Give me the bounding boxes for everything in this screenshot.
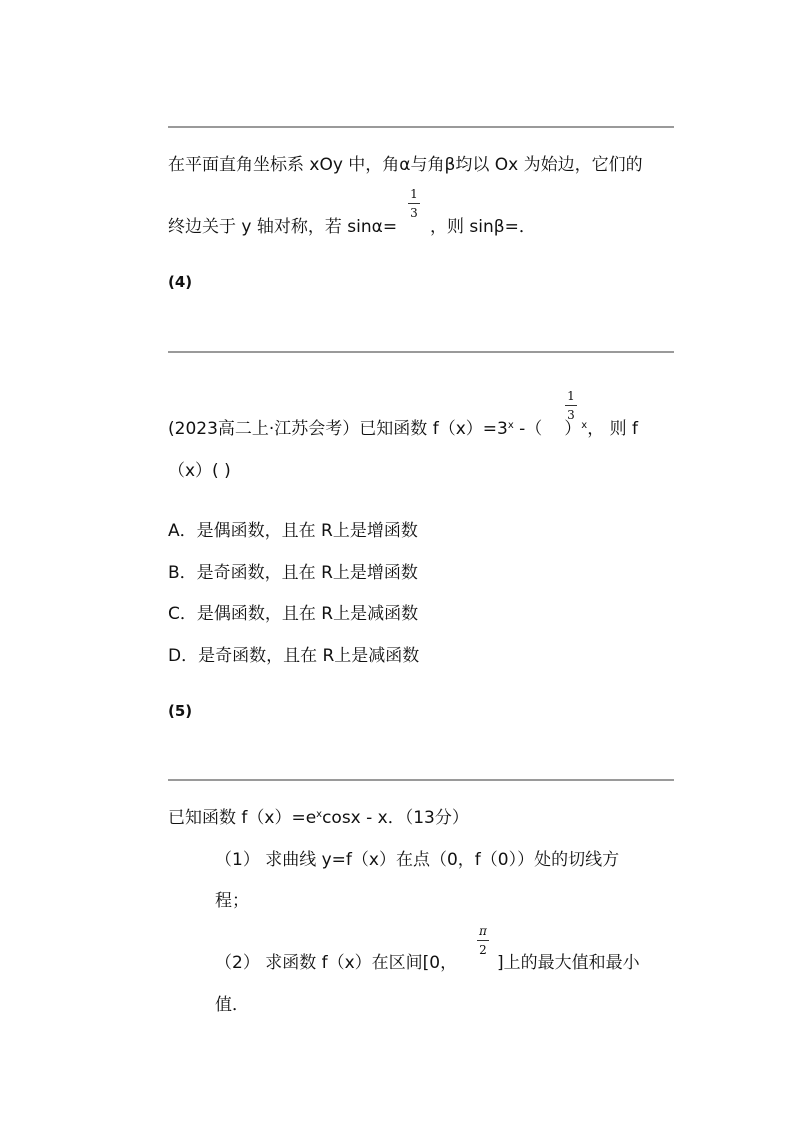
q4-fraction (407, 187, 421, 220)
divider-3 (168, 779, 674, 781)
q5-line1-pre: (2023高二上·江苏会考）已知函数 f（x）=3 (168, 419, 508, 439)
question-number-5: (5) (168, 702, 193, 720)
option-b[interactable]: B．是奇函数，且在 R上是增函数 (168, 563, 418, 583)
q6-exponent: x (316, 809, 323, 820)
q5-line1-end: ， 则 f (587, 419, 638, 439)
option-a[interactable]: A．是偶函数，且在 R上是增函数 (168, 521, 418, 541)
q4-line2-pre: 终边关于 y 轴对称，若 sinα= (168, 217, 398, 237)
q6-frac-num: π (479, 924, 487, 938)
q6-part2-pre: （2） 求函数 f（x）在区间[0， (215, 953, 458, 973)
q6-frac-bar (477, 940, 489, 941)
q6-stem-pre: 已知函数 f（x）=e (168, 808, 317, 828)
q6-stem (168, 803, 469, 828)
q5-exponent-1: x (507, 420, 514, 431)
divider-1 (168, 126, 674, 128)
q5-frac-bar (565, 405, 577, 406)
q5-fraction (564, 389, 578, 422)
option-d[interactable]: D．是奇函数，且在 R上是减函数 (168, 646, 420, 666)
divider-2 (168, 351, 674, 353)
q4-frac-den: 3 (410, 206, 418, 220)
q5-line1-mid: -（ (513, 419, 543, 439)
q4-line1: 在平面直角坐标系 xOy 中，角α与角β均以 Ox 为始边，它们的 (168, 155, 643, 175)
q5-frac-num: 1 (567, 389, 575, 403)
q6-fraction (476, 924, 490, 957)
q6-part2-line2: 值． (215, 995, 249, 1015)
q5-exponent-2: x (581, 420, 588, 431)
q6-part1-line2: 程； (215, 891, 249, 911)
q4-frac-num: 1 (410, 187, 418, 201)
q6-part1-line1: （1） 求曲线 y=f（x）在点（0，f（0））处的切线方 (215, 850, 620, 870)
q5-frac-den: 3 (567, 408, 575, 422)
q6-stem-post: cosx - x．（13分） (322, 808, 469, 828)
q4-frac-bar (408, 203, 420, 204)
q6-frac-den: 2 (479, 943, 487, 957)
option-c[interactable]: C．是偶函数，且在 R上是减函数 (168, 604, 419, 624)
question-number-4: (4) (168, 273, 193, 291)
q5-line2: （x）( ) (168, 461, 231, 481)
q4-line2-post: ，则 sinβ=． (430, 217, 536, 237)
q6-part2-post: ]上的最大值和最小 (497, 953, 640, 973)
q5-line1-post: ） (564, 419, 582, 439)
